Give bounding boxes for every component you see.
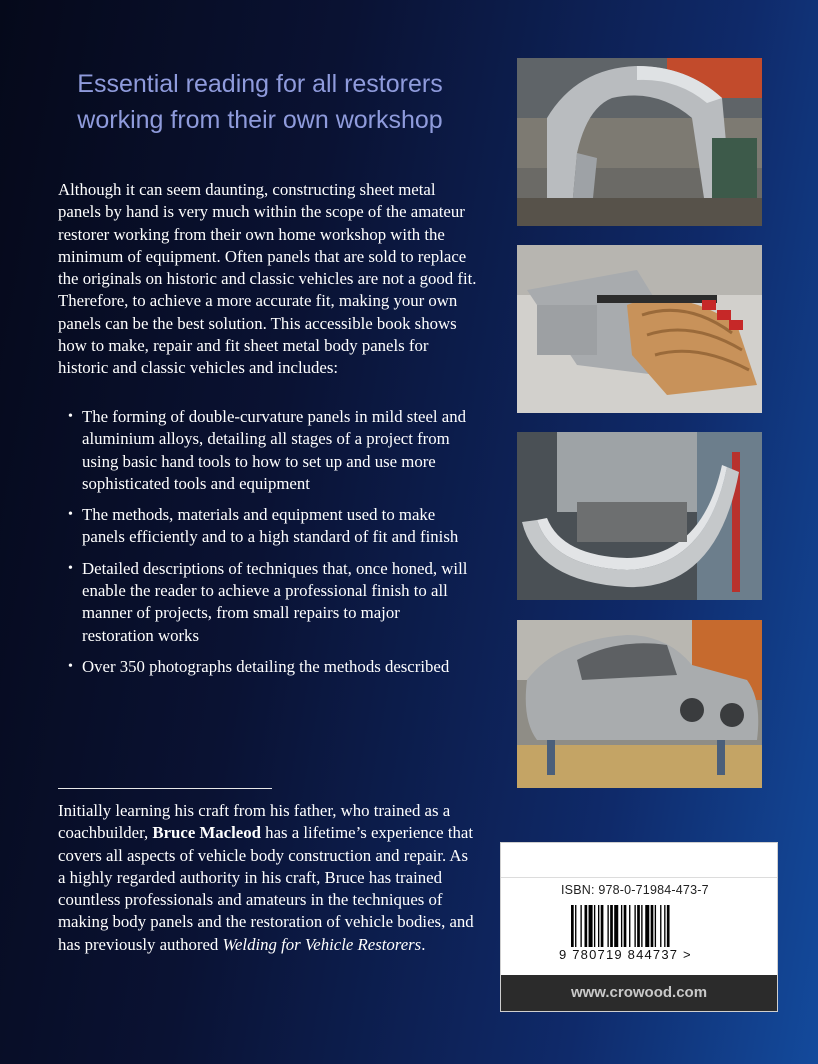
bullet-dot-icon: •: [68, 409, 73, 424]
classic-car-body-shell-photo: [517, 620, 762, 788]
intro-paragraph: Although it can seem daunting, constructing sheet metal panels by hand is very much within the scope of the amateur restorer working from their own home workshop with the minimum of equipment. Often panels that are sold to replace the originals on historic and classic vehicles are not a good fit. Therefore, to achieve a more accurate fit, making your own panels can be the best solution. This accessible book shows how to make, repair and fit sheet metal body panels for historic and classic vehicles and includes:: [58, 180, 477, 378]
barcode-digits: 9 780719 844737 >: [559, 947, 692, 962]
list-item: • Over 350 photographs detailing the methods described: [68, 656, 468, 678]
price-label-area: [501, 843, 777, 878]
headline: [40, 66, 480, 138]
wooden-buck-clamped-panel-photo: [517, 245, 762, 413]
headline-line-2: working from their own workshop: [77, 106, 443, 134]
section-divider: [58, 788, 272, 789]
list-item: • Detailed descriptions of techniques that, once honed, will enable the reader to achieve a professional finish to all manner of projects, from small repairs to major restoration works: [68, 558, 468, 645]
list-item: • The forming of double-curvature panels in mild steel and aluminium alloys, detailing all stages of a project from using basic hand tools to how to set up and use more sophisticated tools and equipment: [68, 407, 466, 493]
curved-wing-panel-photo: [517, 58, 762, 226]
previous-book-title: Welding for Vehicle Restorers: [222, 934, 422, 954]
isbn-barcode-panel: [500, 842, 778, 1012]
publisher-website[interactable]: www.crowood.com: [501, 975, 777, 1011]
bullet-dot-icon: •: [68, 507, 73, 523]
bullet-dot-icon: •: [68, 560, 73, 576]
author-name: Bruce Macleod: [152, 823, 261, 843]
headline-line-1: Essential reading for all restorers: [77, 70, 443, 98]
isbn-number: ISBN: 978-0-71984-473-7: [561, 883, 709, 897]
feature-list: [68, 406, 468, 687]
list-item: • The methods, materials and equipment used to make panels efficiently and to a high standard of fit and finish: [68, 505, 459, 547]
bullet-dot-icon: •: [68, 658, 73, 674]
author-bio: Initially learning his craft from his father, who trained as a coachbuilder, Bruce Macleod has a lifetime’s experience that covers all aspects of vehicle body construction and repair. As a highly regarded authority in his craft, Bruce has trained countless professionals and amateurs in the techniques of making body panels and the restoration of vehicle bodies, and has previously authored Welding for Vehicle Restorers.: [58, 801, 474, 954]
rolled-wheel-arch-photo: [517, 432, 762, 600]
barcode-icon: [571, 905, 721, 947]
